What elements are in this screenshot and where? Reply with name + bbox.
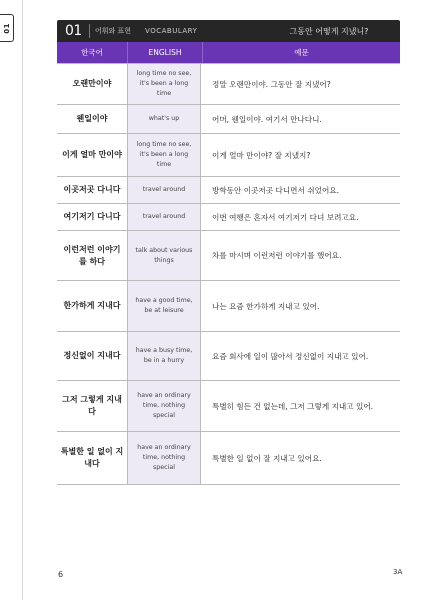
english-meaning: what's up [127,105,201,133]
table-row [57,104,400,133]
table-row [57,380,400,431]
section-number: 01 [65,23,82,39]
english-meaning: travel around [127,204,201,230]
korean-term: 이게 얼마 만이야 [62,150,122,159]
example-sentence: 특별히 힘든 건 없는데, 그저 그렇게 지내고 있어. [212,401,374,411]
example-sentence: 이번 여행은 혼자서 여기저기 다녀 보려고요. [212,212,359,222]
table-row [57,230,400,280]
lesson-title: 그동안 어떻게 지냈니? [289,26,369,36]
example-sentence: 요즘 회사에 일이 많아서 정신없이 지내고 있어. [212,351,369,361]
korean-term: 이런저런 이야기를 하다 [63,244,121,266]
table-row [57,133,400,176]
example-sentence: 특별한 일 없이 잘 지내고 있어요. [212,453,322,463]
table-row [57,280,400,331]
example-sentence: 정말 오랜만이야. 그동안 잘 지냈어? [212,79,331,89]
level-label: 3A [393,568,403,576]
korean-term: 웬일이야 [76,114,108,123]
english-meaning: long time no see, it's been a long time [127,64,201,104]
example-sentence: 어머, 웬일이야. 여기서 만나다니. [212,114,322,124]
korean-term: 오랜만이야 [72,79,112,88]
korean-term: 정신없이 지내다 [63,351,121,360]
table-row [57,431,400,484]
section-header [57,20,400,42]
example-sentence: 이게 얼마 만이야? 잘 지냈지? [212,150,311,160]
margin-line [22,0,23,600]
english-meaning: have a good time, be at leisure [127,281,201,331]
english-meaning: long time no see, it's been a long time [127,134,201,176]
column-header-korean: 한국어 [81,48,103,57]
korean-term: 특별한 일 없이 지내다 [60,447,124,468]
table-row [57,63,400,104]
table-row [57,176,400,203]
page-number: 6 [58,570,64,579]
korean-term: 그저 그렇게 지내다 [62,395,122,416]
example-sentence: 방학동안 이곳저곳 다니면서 쉬었어요. [212,185,340,195]
english-meaning: have an ordinary time, nothing special [127,381,201,431]
english-meaning: have a busy time, be in a hurry [127,332,201,380]
korean-term: 한가하게 지내다 [63,301,121,310]
korean-term: 여기저기 다니다 [63,212,121,221]
unit-tab-label: 01 [2,22,11,34]
english-meaning: talk about various things [127,231,201,280]
example-sentence: 나는 요즘 한가하게 지내고 있어. [212,301,320,311]
korean-term: 이곳저곳 다니다 [63,185,121,194]
column-header-english: ENGLISH [127,42,203,63]
column-header-example: 예문 [294,48,309,57]
english-meaning: travel around [127,177,201,203]
example-sentence: 차를 마시며 이런저런 이야기를 했어요. [212,251,342,260]
section-label-english: VOCABULARY [145,27,198,35]
table-header [57,42,400,63]
english-meaning: have an ordinary time, nothing special [127,432,201,484]
vocabulary-table [57,63,400,485]
section-label-korean: 어휘와 표현 [95,27,132,35]
header-divider [89,24,90,38]
unit-tab [0,14,14,42]
table-row [57,331,400,380]
table-row [57,203,400,230]
